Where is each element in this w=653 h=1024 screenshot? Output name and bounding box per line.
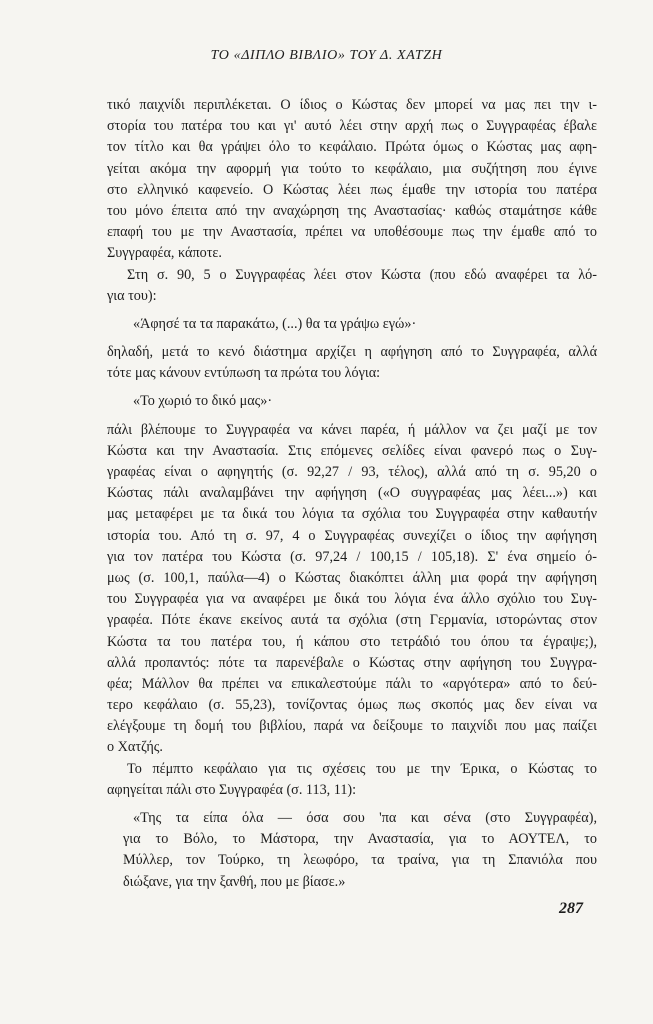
text-line: τικό παιχνίδι περιπλέκεται. Ο ίδιος ο Κώστας δεν μπορεί να μας πει την ι- [107,97,597,113]
text-line: δηλαδή, μετά το κενό διάστημα αρχίζει η αφήγηση από το Συγγραφέα, αλλά [107,344,597,361]
paragraph-gap [107,413,597,420]
text-line: Μύλλερ, τον Τούρκο, τη λεωφόρο, τα τραίνα, για τη Σπανιόλα που [123,852,597,869]
text-line: τον τίτλο και θα γράψει όλο το κεφάλαιο. Πρώτα όμως ο Κώστας μας αφη- [107,139,597,156]
text-line: του μόνο έπειτα από την αναχώρηση της Αναστασίας· καθώς σταμάτησε κάθε [107,202,597,219]
text-line: γείται ακόμα την αφορμή για τούτο το κεφάλαιο, μια συζήτηση που έγινε [107,160,597,177]
text-line: τότε μας κάνουν εντύπωση τα πρώτα του λόγια: [107,365,381,382]
text-line: επαφή του με την Αναστασία, πρέπει να υποθέσουμε πως την έμαθε από το [107,224,597,241]
text-line: για του): [107,287,157,304]
text-line: για τον πατέρα του Κώστα (σ. 97,24 / 100,15 / 105,18). Σ' ένα σημείο ό- [107,548,597,565]
running-title: ΤΟ «ΔΙΠΛΟ ΒΙΒΛΙΟ» ΤΟΥ Δ. ΧΑΤΖΗ [210,48,443,63]
text-line: διώξανε, για την ξανθή, που με βίασε.» [123,873,346,890]
text-line: τερο κεφάλαιο (σ. 55,23), τονίζοντας όμως πως σκοπός μας δεν είναι να [107,697,597,714]
text-line: αφηγείται πάλι στο Συγγραφέα (σ. 113, 11): [107,781,357,798]
text-line: στο ελληνικό καφενείο. Ο Κώστας λέει πως έμαθε την ιστορία του πατέρα [107,181,597,198]
paragraph-gap [107,335,597,342]
page-number: 287 [559,900,583,917]
text-line: Κώστα και την Αναστασία. Στις επόμενες σελίδες είναι φανερό πως ο Συγ- [107,442,597,459]
text-line: Κώστα τα του πατέρα του, ή κάπου στο τετράδιό του όπου τα έγραψε;), [107,633,597,650]
text-line: γραφέας είναι ο αφηγητής (σ. 92,27 / 93, τέλος), αλλά από τη σ. 95,20 ο [107,464,597,480]
text-line: Συγγραφέα, κάποτε. [107,245,222,262]
text-line: στορία του πατέρα του και γι' αυτό λέει στην αρχή πως ο Συγγραφέας έβαλε [107,118,597,135]
text-line: πάλι βλέπουμε το Συγγραφέα να κάνει παρέα, ή μάλλον να ζει μαζί με τον [107,421,597,438]
text-line: «Άφησέ τα τα παρακάτω, (...) θα τα γράψω εγώ»· [133,315,417,332]
text-line: μως (σ. 100,1, παύλα—4) ο Κώστας διακόπτει άλλη μια φορά την αφήγηση [107,569,597,586]
text-line: του Συγγραφέα για να αναφέρει με δικά του λόγια ένα άλλο σχόλιο του Συγ- [107,591,597,608]
text-line: «Της τα είπα όλα — όσα σου 'πα και σένα (στο Συγγραφέα), [133,810,597,826]
text-line: «Το χωριό το δικό μας»· [133,393,273,410]
text-line: ιστορία του. Από τη σ. 97, 4 ο Συγγραφέας συνεχίζει ο ίδιος την αφήγηση [107,527,597,544]
text-line: ελέγξουμε τη δομή του βιβλίου, παρά να δείξουμε το παιχνίδι που μας παίζει [107,718,597,735]
text-line: γραφέα. Πότε έκανε εκείνος αυτά τα σχόλια (στη Γερμανία, ιστορώντας στον [107,612,597,629]
text-line: για το Βόλο, το Μάστορα, την Αναστασία, για το ΑΟΥΤΕΛ, το [123,831,597,848]
text-line: αλλά προπαντός: πότε τα παρενέβαλε ο Κώστας στην αφήγηση του Συγγρα- [107,654,597,671]
paragraph-gap [107,307,597,314]
text-line: ο Χατζής. [107,739,163,756]
body-text [107,95,597,893]
paragraph-gap [107,801,597,808]
text-line: Κώστας πάλι αναλαμβάνει την αφήγηση («Ο συγγραφέας μας λέει...») και [107,485,597,502]
text-line: φέα; Μάλλον θα πρέπει να επικαλεστούμε πάλι το «αργότερα» από το δεύ- [107,675,597,692]
text-line: Στη σ. 90, 5 ο Συγγραφέας λέει στον Κώστα (που εδώ αναφέρει τα λό- [127,266,597,283]
text-line: μας μεταφέρει με τα δικά του λόγια τα σχόλια του Συγγραφέα στην καθαυτήν [107,506,597,523]
paragraph-gap [107,384,597,391]
text-line: Το πέμπτο κεφάλαιο για τις σχέσεις του με την Έρικα, ο Κώστας το [127,760,597,777]
